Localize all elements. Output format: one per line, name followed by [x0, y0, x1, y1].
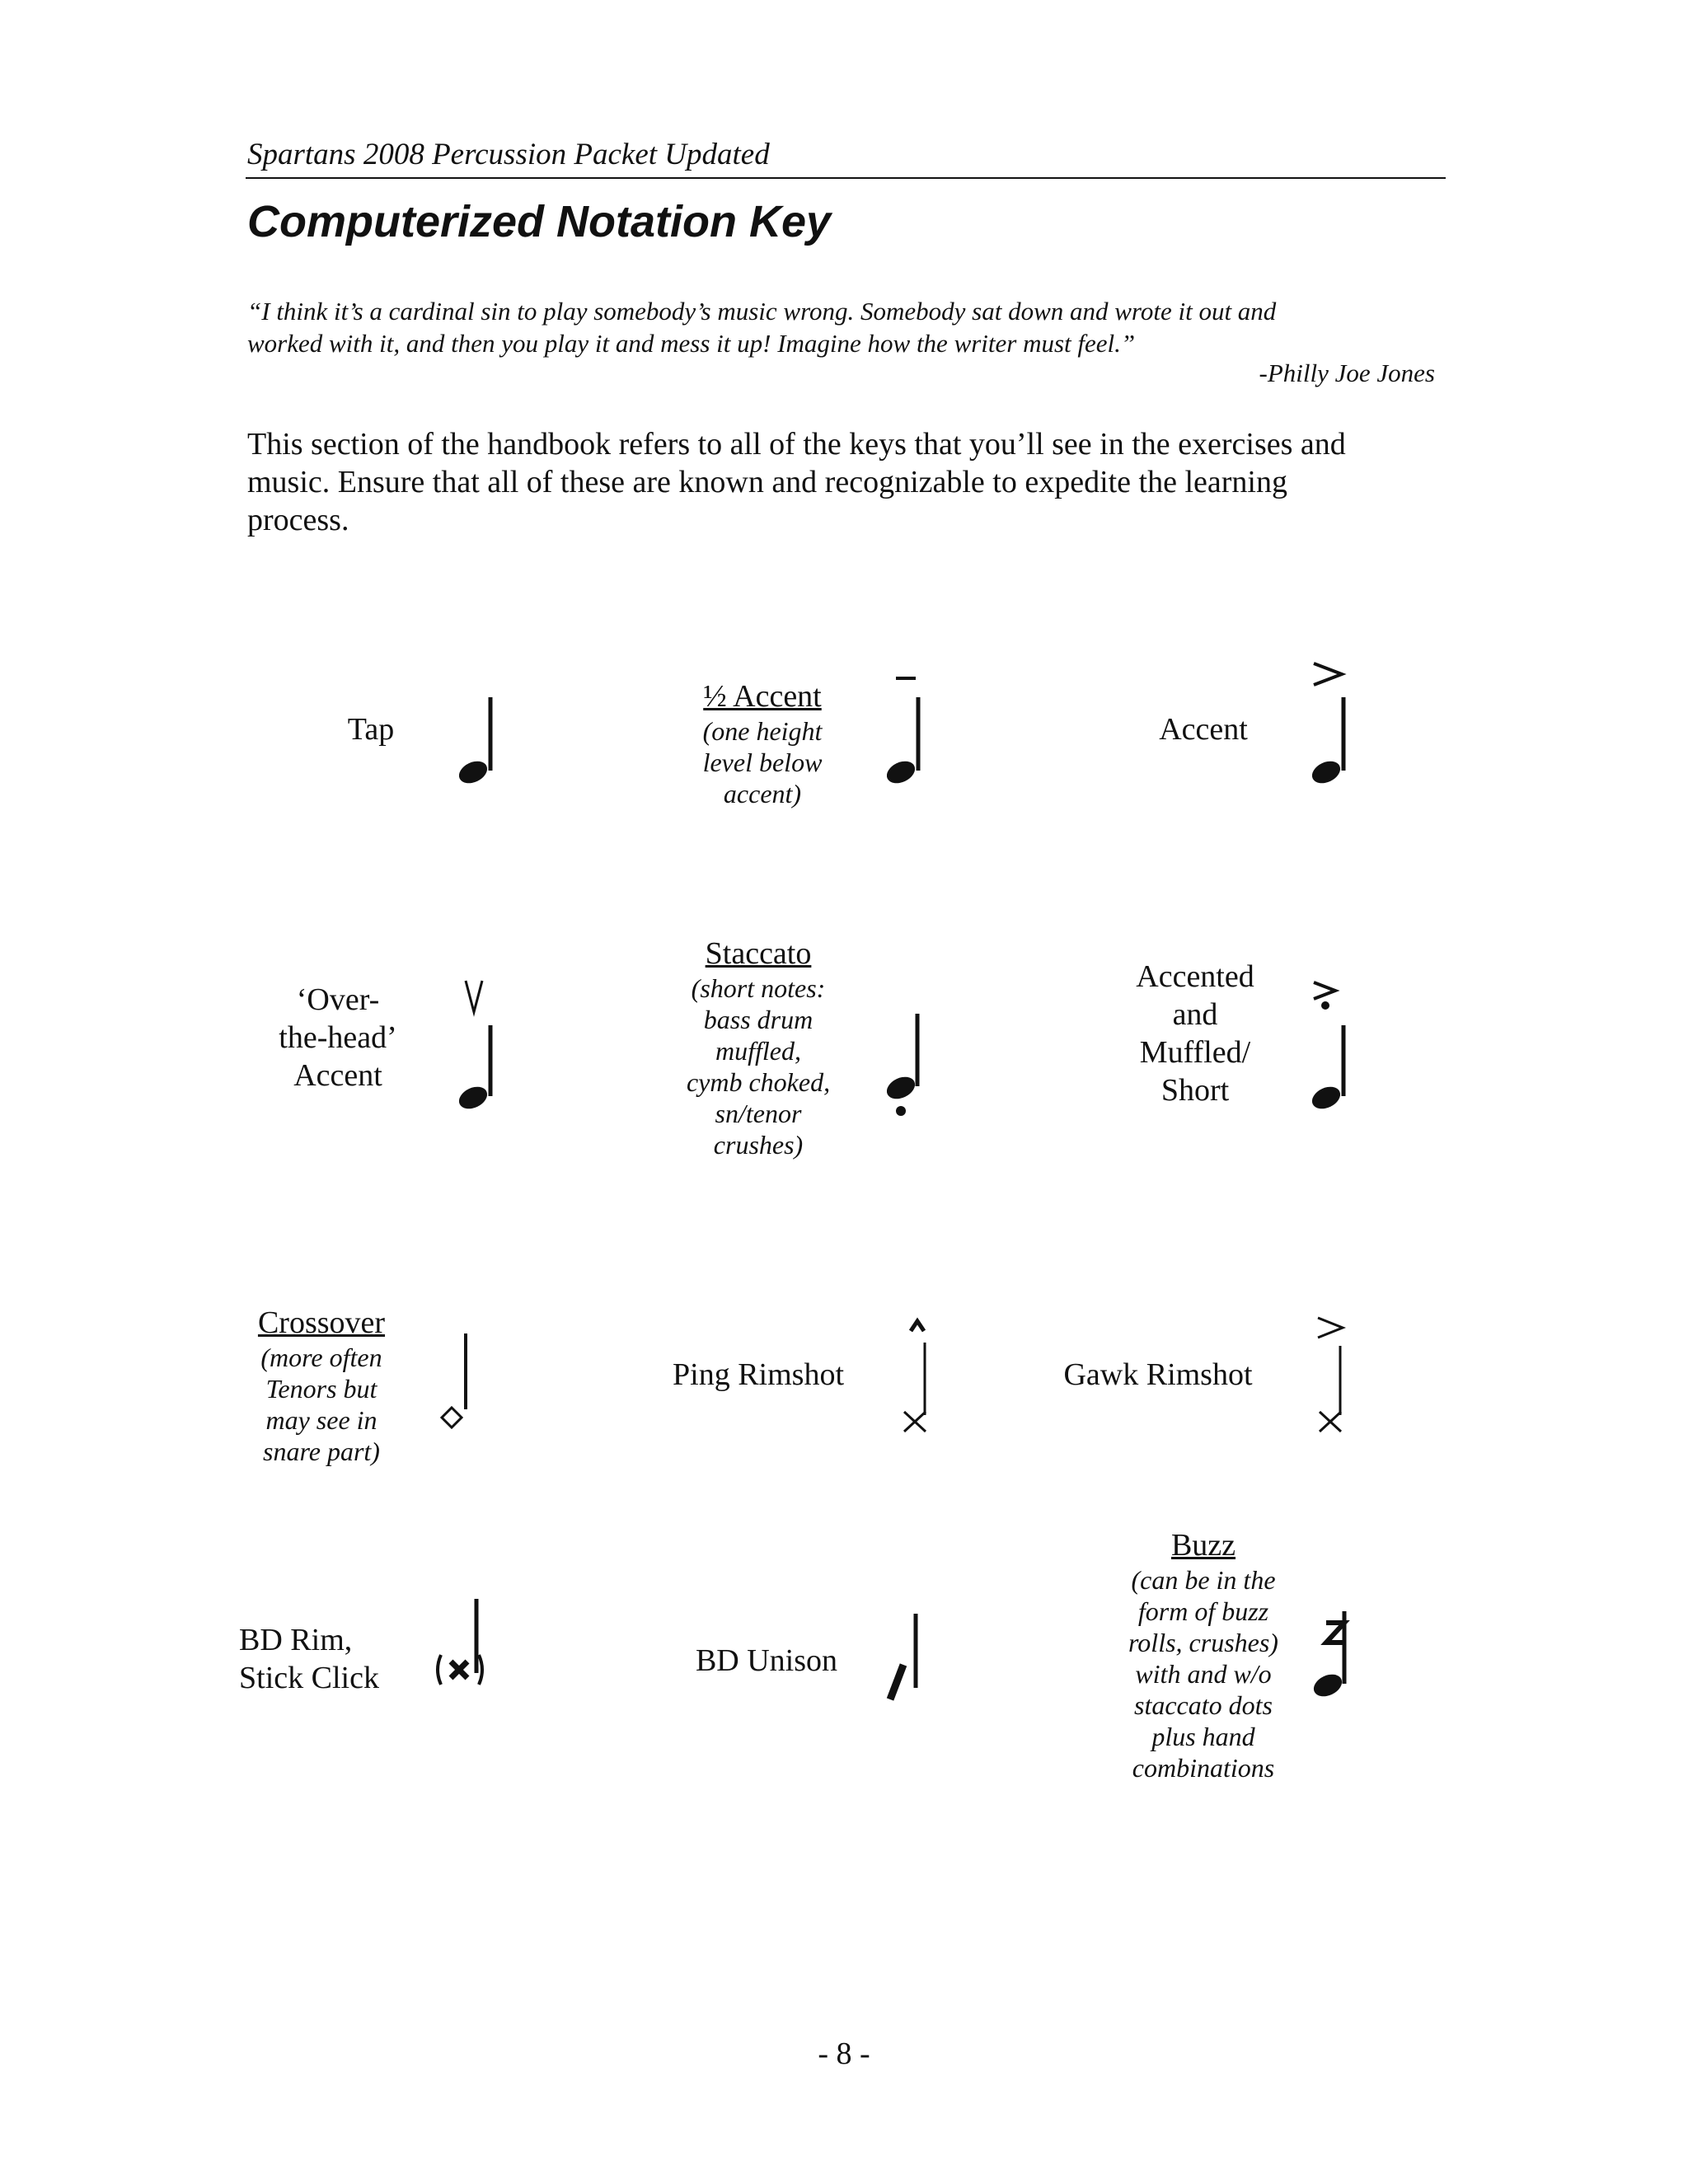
half-accent-note-icon [878, 643, 935, 799]
bd-rim-stick-click-label: BD Rim, Stick Click [239, 1623, 379, 1695]
gawk-rimshot-note-icon [1306, 1315, 1364, 1471]
intro-line: process. [247, 503, 349, 537]
slash-note-icon [874, 1599, 931, 1755]
page-number: - 8 - [818, 2036, 870, 2071]
page-title: Computerized Notation Key [247, 197, 832, 246]
crossover-label: Crossover (more often Tenors but may see in snare part) [257, 1305, 386, 1466]
buzz-label: Buzz (can be in the form of buzz rolls, crushes) with and w/o staccato dots plus hand combinations [1128, 1528, 1278, 1783]
quote-line: worked with it, and then you play it and mess it up! Imagine how the writer must feel.” [247, 329, 1136, 358]
accent-note-icon [1302, 643, 1360, 799]
ping-rimshot-label: Ping Rimshot [673, 1357, 844, 1392]
quote [247, 295, 1451, 359]
bd-unison-label: BD Unison [695, 1643, 838, 1678]
intro-line: This section of the handbook refers to all of the keys that you’ll see in the exercises and [247, 427, 1346, 462]
accented-muffled-label: Accented and Muffled/ Short [1136, 959, 1254, 1108]
staccato-note-icon [878, 1005, 935, 1162]
header-rule [246, 177, 1446, 179]
quote-attribution: -Philly Joe Jones [1259, 359, 1435, 387]
quote-line: “I think it’s a cardinal sin to play somebody’s music wrong. Somebody sat down and wrote it out and [247, 297, 1277, 326]
accent-label: Accent [1159, 712, 1248, 747]
ping-rimshot-note-icon [894, 1315, 952, 1471]
bd-rim-x-note-icon [433, 1582, 490, 1739]
intro-line: music. Ensure that all of these are known and recognizable to expedite the learning [247, 465, 1287, 499]
intro-paragraph [247, 425, 1451, 539]
tap-label: Tap [347, 712, 395, 747]
accented-staccato-note-icon [1302, 972, 1360, 1129]
staccato-label: Staccato (short notes: bass drum muffled, cymb choked, sn/tenor crushes) [686, 936, 831, 1160]
over-the-head-accent-label: ‘Over- the-head’ Accent [279, 982, 397, 1093]
running-header: Spartans 2008 Percussion Packet Updated [247, 138, 770, 171]
over-the-head-accent-note-icon [449, 972, 507, 1129]
gawk-rimshot-label: Gawk Rimshot [1063, 1357, 1253, 1392]
buzz-roll-note-icon [1306, 1595, 1364, 1751]
half-accent-label: ½ Accent (one height level below accent) [702, 679, 823, 808]
diamond-head-note-icon [433, 1319, 490, 1475]
quarter-note-icon [449, 643, 507, 799]
